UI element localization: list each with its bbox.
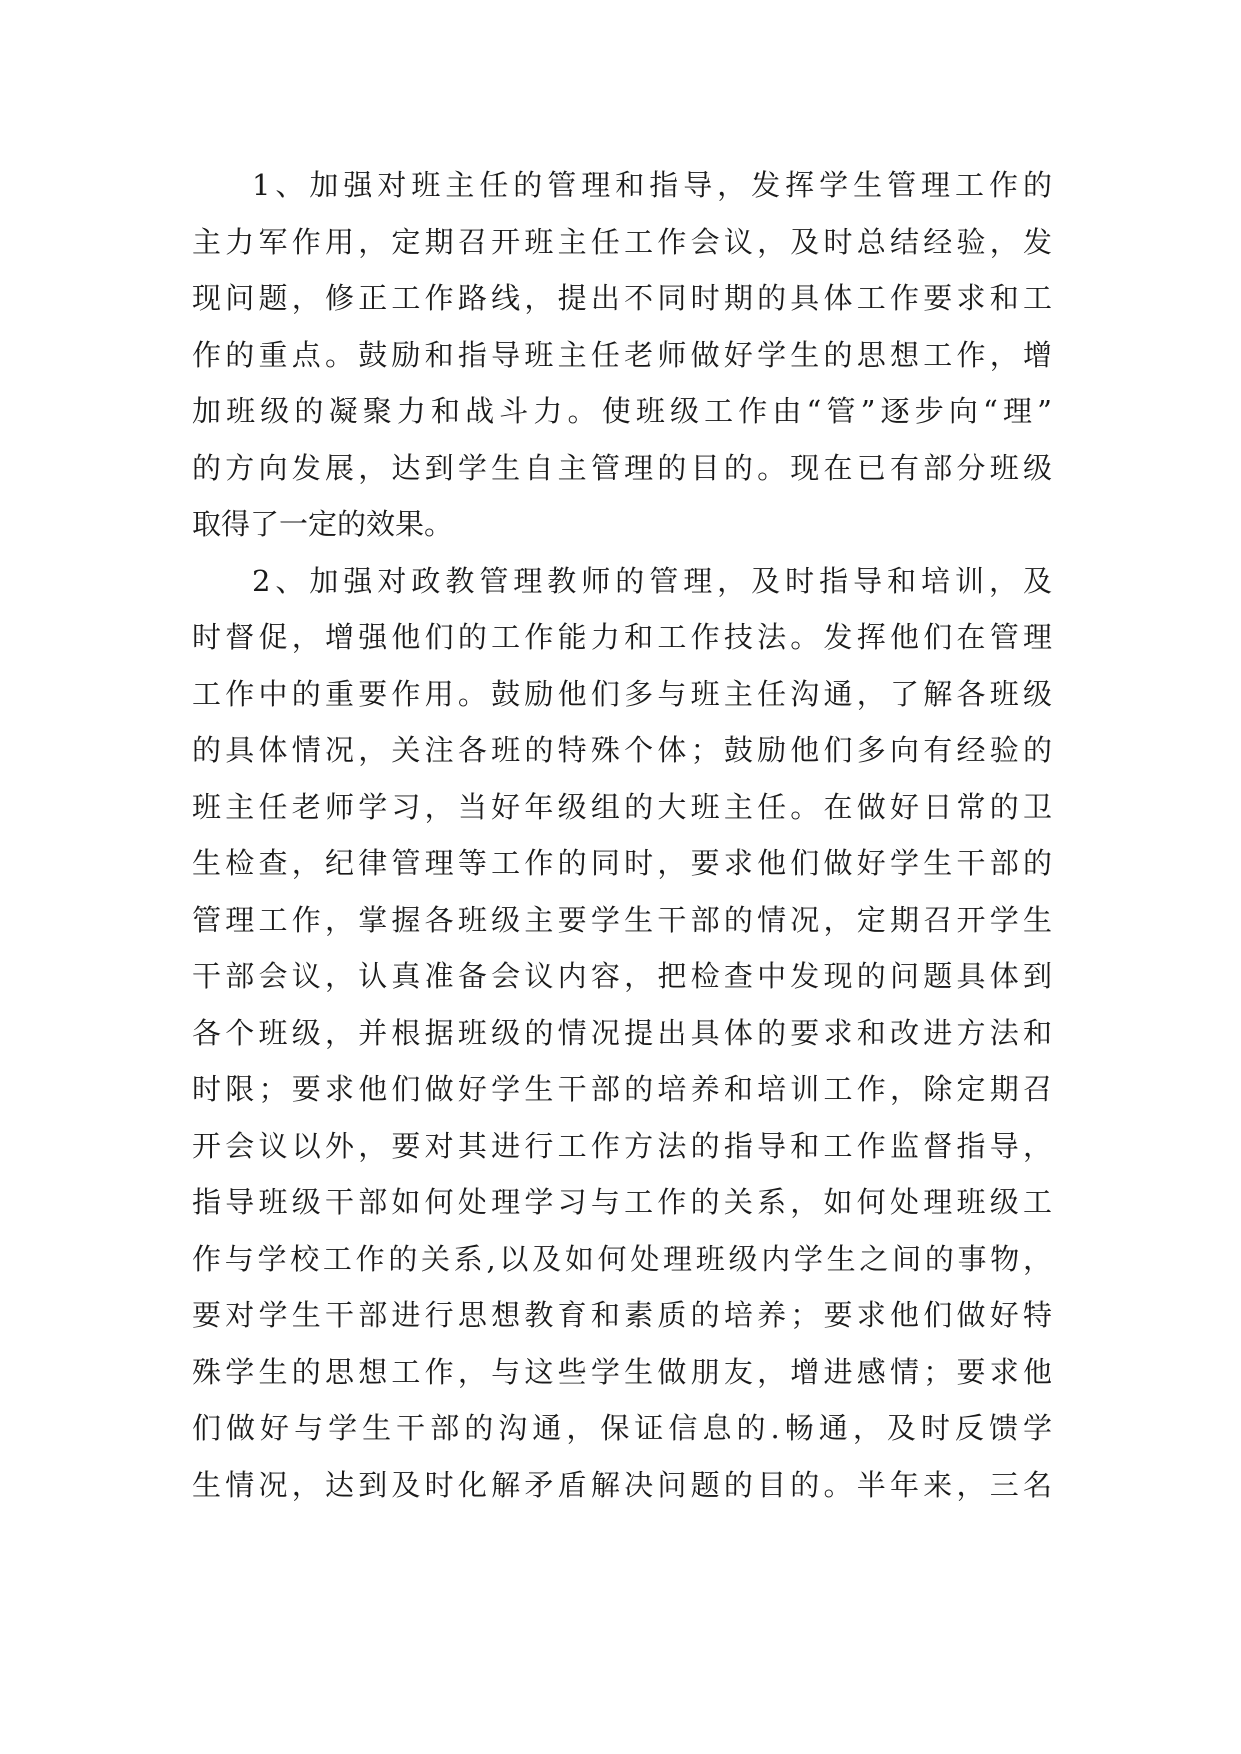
paragraph-1-line-7: 取得了一定的效果。 — [192, 507, 454, 541]
paragraph-2-line-15: 殊学生的思想工作，与这些学生做朋友，增进感情；要求他 — [192, 1354, 1052, 1389]
paragraph-2-line-8: 干部会议，认真准备会议内容，把检查中发现的问题具体到 — [192, 959, 1052, 993]
paragraph-2-line-4: 的具体情况，关注各班的特殊个体；鼓励他们多向有经验的 — [192, 733, 1052, 767]
paragraph-2-line-10: 时限；要求他们做好学生干部的培养和培训工作，除定期召 — [192, 1072, 1052, 1106]
paragraph-1-line-4: 作的重点。鼓励和指导班主任老师做好学生的思想工作，增 — [192, 337, 1052, 372]
paragraph-2-line-11: 开会议以外，要对其进行工作方法的指导和工作监督指导， — [192, 1128, 1052, 1163]
paragraph-2-line-12: 指导班级干部如何处理学习与工作的关系，如何处理班级工 — [192, 1185, 1052, 1219]
paragraph-2-line-9: 各个班级，并根据班级的情况提出具体的要求和改进方法和 — [192, 1015, 1052, 1050]
paragraph-2-line-13: 作与学校工作的关系,以及如何处理班级内学生之间的事物， — [192, 1241, 1052, 1276]
body-text — [192, 157, 1052, 1513]
paragraph-2-line-6: 生检查，纪律管理等工作的同时，要求他们做好学生干部的 — [192, 846, 1052, 880]
paragraph-1-line-1: 1、加强对班主任的管理和指导，发挥学生管理工作的 — [252, 168, 1052, 202]
paragraph-2-line-7: 管理工作，掌握各班级主要学生干部的情况，定期召开学生 — [192, 902, 1052, 937]
paragraph-2-line-2: 时督促，增强他们的工作能力和工作技法。发挥他们在管理 — [192, 620, 1052, 654]
paragraph-2-line-14: 要对学生干部进行思想教育和素质的培养；要求他们做好特 — [192, 1298, 1052, 1332]
paragraph-1-line-3: 现问题，修正工作路线，提出不同时期的具体工作要求和工 — [192, 281, 1052, 315]
paragraph-2-line-16: 们做好与学生干部的沟通，保证信息的.畅通，及时反馈学 — [192, 1411, 1052, 1445]
paragraph-1-line-2: 主力军作用，定期召开班主任工作会议，及时总结经验，发 — [192, 224, 1052, 259]
paragraph-2-line-17: 生情况，达到及时化解矛盾解决问题的目的。半年来，三名 — [192, 1467, 1052, 1502]
paragraph-2-line-1: 2、加强对政教管理教师的管理，及时指导和培训，及 — [252, 563, 1052, 598]
paragraph-1-line-5: 加班级的凝聚力和战斗力。使班级工作由“管”逐步向“理” — [192, 394, 1052, 428]
paragraph-1-line-6: 的方向发展，达到学生自主管理的目的。现在已有部分班级 — [192, 450, 1052, 485]
paragraph-2-line-5: 班主任老师学习，当好年级组的大班主任。在做好日常的卫 — [192, 789, 1052, 824]
paragraph-2-line-3: 工作中的重要作用。鼓励他们多与班主任沟通，了解各班级 — [192, 676, 1052, 711]
